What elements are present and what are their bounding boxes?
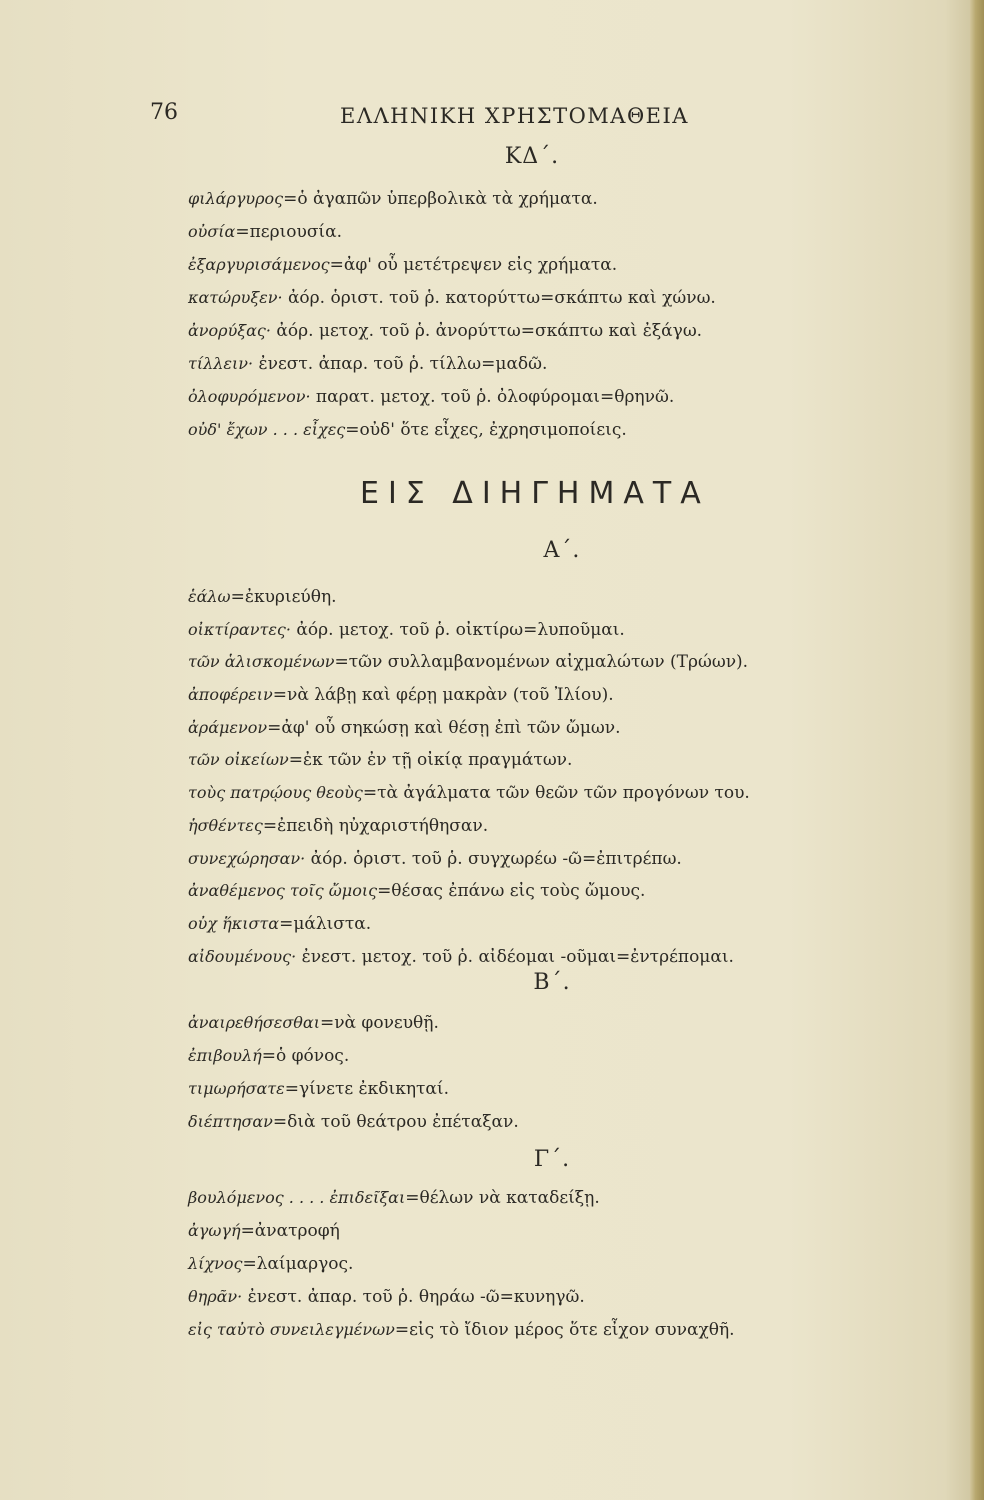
gloss-definition: =ἀνατροφή (240, 1221, 340, 1241)
gloss-entry (188, 215, 716, 248)
part-heading: ΕΙΣ ΔΙΗΓΗΜΑΤΑ (360, 476, 710, 511)
gloss-definition: =λαίμαργος. (242, 1254, 354, 1274)
gloss-definition: =ἀφ' οὗ σηκώσῃ καὶ θέσῃ ἐπὶ τῶν ὤμων. (267, 717, 621, 738)
gloss-term: τῶν ἁλισκομένων (188, 652, 335, 672)
page-edge (970, 0, 984, 1500)
gloss-definition: =θέσας ἐπάνω εἰς τοὺς ὤμους. (377, 881, 646, 902)
gloss-term: οὐσία (188, 222, 236, 241)
gloss-entry (188, 1072, 519, 1105)
gloss-term: οἰκτίραντες· (188, 619, 291, 639)
gloss-entry (188, 248, 716, 281)
gloss-entry (188, 874, 750, 907)
gloss-term: οὐδ' ἔχων . . . εἶχες (188, 420, 346, 439)
gloss-term: συνεχώρησαν· (188, 848, 306, 868)
gloss-definition: =νὰ φονευθῇ. (319, 1013, 439, 1033)
gloss-definition: =εἰς τὸ ἴδιον μέρος ὅτε εἶχον συναχθῆ. (394, 1320, 735, 1340)
gloss-definition: ἐνεστ. ἀπαρ. τοῦ ῥ. θηράω -ῶ=κυνηγῶ. (242, 1287, 585, 1307)
gloss-entry (188, 413, 716, 446)
section-heading-b: Β΄. (533, 970, 571, 995)
gloss-entry (188, 809, 750, 842)
glossary-kd (188, 182, 716, 446)
gloss-entry (188, 580, 750, 613)
gloss-term: διέπτησαν (188, 1112, 273, 1131)
section-heading-g: Γ΄. (533, 1147, 571, 1172)
gloss-definition: =γίνετε ἐκδικηταί. (284, 1079, 449, 1099)
gloss-definition: παρατ. μετοχ. τοῦ ῥ. ὀλοφύρομαι=θρηνῶ. (310, 387, 675, 407)
gloss-definition: =ἐπειδὴ ηὐχαριστήθησαν. (262, 815, 489, 836)
running-head: ΕΛΛΗΝΙΚΗ ΧΡΗΣΤΟΜΑΘΕΙΑ (340, 104, 689, 128)
gloss-entry (188, 1105, 519, 1138)
gloss-term: ἐξαργυρισάμενος (188, 255, 330, 274)
gloss-term: τῶν οἰκείων (188, 750, 289, 770)
gloss-entry (188, 314, 716, 347)
gloss-definition: =ἐκ τῶν ἐν τῇ οἰκίᾳ πραγμάτων. (288, 750, 573, 771)
gloss-definition: =ὁ ἀγαπῶν ὑπερβολικὰ τὰ χρήματα. (283, 189, 598, 209)
gloss-entry (188, 613, 750, 646)
gloss-entry (188, 1313, 735, 1346)
gloss-entry (188, 776, 750, 809)
gloss-term: ἀναθέμενος τοῖς ὤμοις (188, 881, 378, 901)
gloss-entry (188, 743, 750, 776)
gloss-term: αἰδουμένους· (188, 946, 297, 966)
gloss-term: ἑάλω (188, 587, 231, 606)
page-number: 76 (150, 100, 178, 125)
gloss-entry (188, 1181, 735, 1214)
gloss-entry (188, 1214, 735, 1247)
gloss-entry (188, 347, 716, 380)
gloss-term: ἀνορύξας· (188, 321, 271, 340)
glossary-g (188, 1181, 735, 1346)
gloss-definition: =διὰ τοῦ θεάτρου ἐπέταξαν. (272, 1112, 519, 1132)
gloss-term: φιλάργυρος (188, 189, 284, 208)
gloss-entry (188, 907, 750, 940)
glossary-a (188, 580, 750, 972)
gloss-definition: =ἐκυριεύθη. (230, 587, 337, 607)
gloss-term: οὐχ ἥκιστα (188, 913, 280, 933)
gloss-definition: =θέλων νὰ καταδείξῃ. (405, 1188, 600, 1208)
gloss-entry (188, 678, 750, 711)
gloss-definition: =τῶν συλλαμβανομένων αἰχμαλώτων (Τρώων). (334, 652, 749, 673)
gloss-definition: =ὁ φόνος. (261, 1046, 350, 1066)
gloss-term: ἀράμενον (188, 717, 268, 737)
glossary-b (188, 1006, 519, 1138)
gloss-definition: =μάλιστα. (279, 913, 372, 934)
gloss-entry (188, 645, 750, 678)
gloss-term: τοὺς πατρῴους θεοὺς (188, 783, 363, 803)
gloss-term: βουλόμενος . . . . ἐπιδεῖξαι (188, 1188, 406, 1207)
gloss-entry (188, 182, 716, 215)
gloss-entry (188, 1039, 519, 1072)
gloss-term: εἰς ταὐτὸ συνειλεγμένων (188, 1320, 395, 1339)
section-heading-a: Α΄. (543, 538, 581, 563)
gloss-definition: =οὐδ' ὅτε εἶχες, ἐχρησιμοποίεις. (345, 420, 627, 440)
gloss-definition: =νὰ λάβῃ καὶ φέρῃ μακρὰν (τοῦ Ἰλίου). (272, 685, 614, 706)
gloss-definition: ἐνεστ. ἀπαρ. τοῦ ῥ. τίλλω=μαδῶ. (253, 354, 548, 374)
gloss-term: ἀποφέρειν (188, 685, 273, 705)
gloss-term: τιμωρήσατε (188, 1079, 285, 1098)
section-heading-kd: ΚΔ΄. (504, 144, 560, 169)
gloss-term: ἐπιβουλή (188, 1046, 262, 1065)
gloss-definition: ἀόρ. μετοχ. τοῦ ῥ. ἀνορύττω=σκάπτω καὶ ἐξάγω. (270, 321, 703, 341)
gloss-entry (188, 711, 750, 744)
gloss-definition: ἀόρ. ὁριστ. τοῦ ῥ. συγχωρέω -ῶ=ἐπιτρέπω. (305, 848, 682, 869)
gloss-definition: =τὰ ἀγάλματα τῶν θεῶν τῶν προγόνων του. (362, 783, 750, 804)
gloss-term: κατώρυξεν· (188, 288, 283, 307)
gloss-entry (188, 380, 716, 413)
gloss-entry (188, 842, 750, 875)
gloss-term: ὀλοφυρόμενον· (188, 387, 311, 406)
gloss-entry (188, 940, 750, 973)
gloss-entry (188, 1280, 735, 1313)
gloss-term: θηρᾶν· (188, 1287, 243, 1306)
gloss-term: ἡσθέντες (188, 815, 263, 835)
gloss-definition: =περιουσία. (235, 222, 342, 242)
gloss-definition: ἀόρ. μετοχ. τοῦ ῥ. οἰκτίρω=λυποῦμαι. (290, 619, 625, 640)
gloss-definition: ἀόρ. ὁριστ. τοῦ ῥ. κατορύττω=σκάπτω καὶ χώνω. (282, 288, 716, 308)
gloss-entry (188, 1006, 519, 1039)
gloss-term: ἀγωγή (188, 1221, 241, 1240)
gloss-definition: ἐνεστ. μετοχ. τοῦ ῥ. αἰδέομαι -οῦμαι=ἐντρέπομαι. (296, 946, 734, 967)
gloss-definition: =ἀφ' οὗ μετέτρεψεν εἰς χρήματα. (329, 255, 618, 275)
gloss-term: ἀναιρεθήσεσθαι (188, 1013, 320, 1032)
gloss-term: λίχνος (188, 1254, 243, 1273)
gloss-entry (188, 281, 716, 314)
gloss-entry (188, 1247, 735, 1280)
gloss-term: τίλλειν· (188, 354, 254, 373)
